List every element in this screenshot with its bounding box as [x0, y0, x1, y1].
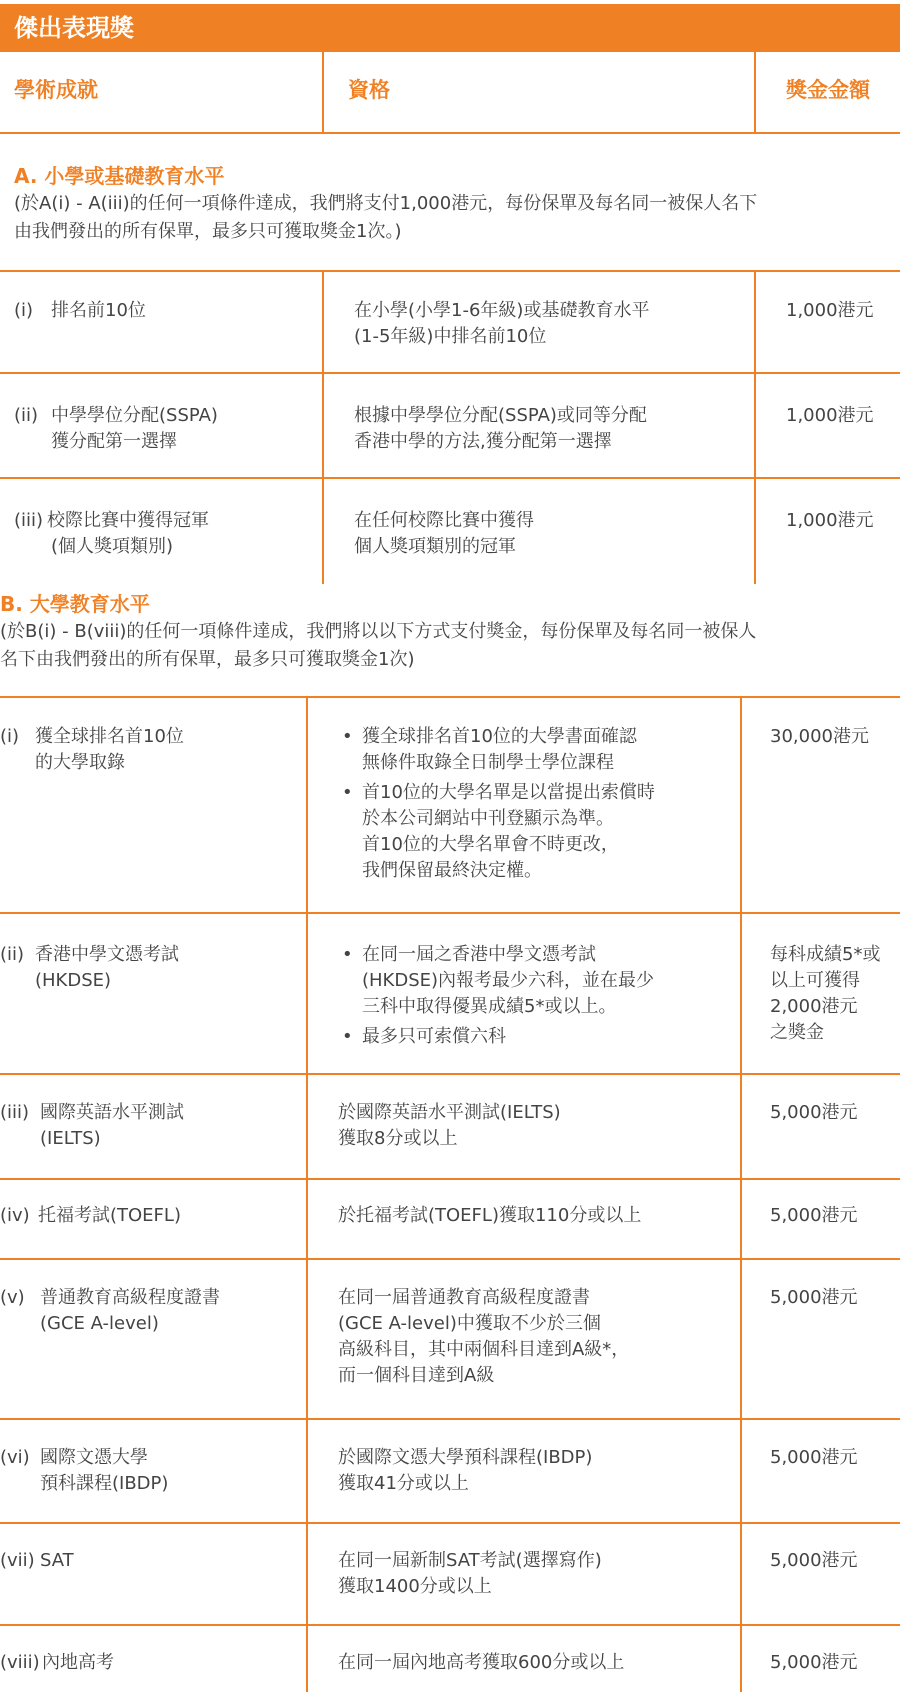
row-divider [0, 696, 900, 698]
row-divider [0, 372, 900, 374]
section-b-desc-line: (於B(i) - B(viii)的任何一項條件達成，我們將以以下方式支付獎金，每份保單及每名同一被保人 [0, 621, 757, 642]
row-divider [0, 1178, 900, 1180]
row-name: 香港中學文憑考試 [35, 944, 179, 965]
section-b-desc [0, 618, 890, 674]
row-qualification-list [340, 942, 654, 1054]
list-item: • 首10位的大學名單是以當提出索償時 於本公司網站中刊登顯示為準。 首10位的大學名單會不時更改， 我們保留最終決定權。 [340, 780, 655, 884]
row-amount: 1,000港元 [786, 405, 874, 426]
column-divider [306, 696, 308, 1692]
section-a-title: A. 小學或基礎教育水平 [14, 164, 225, 188]
row-amount: 1,000港元 [786, 300, 874, 321]
row-qualification: 香港中學的方法,獲分配第一選擇 [354, 431, 612, 452]
row-amount-line: 2,000港元 [770, 996, 858, 1017]
list-item: • 最多只可索償六科 [340, 1024, 654, 1050]
list-item: • 在同一屆之香港中學文憑考試 (HKDSE)內報考最少六科，並在最少 三科中取得優異成績5*或以上。 [340, 942, 654, 1020]
row-name: 校際比賽中獲得冠軍 [47, 510, 209, 531]
row-qualification: 在小學(小學1-6年級)或基礎教育水平 [354, 300, 650, 321]
row-amount: 1,000港元 [786, 510, 874, 531]
row-number: (viii) [0, 1652, 40, 1673]
row-qualification: 於國際文憑大學預科課程(IBDP) [338, 1447, 593, 1468]
row-divider [0, 1418, 900, 1420]
row-amount-line: 每科成績5*或 [770, 944, 881, 965]
row-qualification: (1-5年級)中排名前10位 [354, 326, 547, 347]
row-qualification: 於國際英語水平測試(IELTS) [338, 1102, 561, 1123]
row-name: 的大學取錄 [35, 752, 125, 773]
row-qualification: (GCE A-level)中獲取不少於三個 [338, 1313, 601, 1334]
row-amount: 5,000港元 [770, 1652, 858, 1673]
row-divider [0, 270, 900, 272]
row-amount: 5,000港元 [770, 1447, 858, 1468]
row-number: (vii) [0, 1550, 35, 1571]
row-number: (vi) [0, 1447, 30, 1468]
header-amount: 獎金金額 [786, 78, 870, 102]
row-name: SAT [40, 1550, 74, 1571]
section-a-desc-line: (於A(i) - A(iii)的任何一項條件達成，我們將支付1,000港元，每份保單及每名同一被保人名下 [14, 193, 758, 214]
row-amount-line: 之獎金 [770, 1022, 824, 1043]
row-number: (iv) [0, 1205, 30, 1226]
row-name: (個人獎項類別) [51, 536, 174, 557]
row-divider [0, 1258, 900, 1260]
header-qualification: 資格 [348, 78, 390, 102]
row-amount: 30,000港元 [770, 726, 869, 747]
row-name: 國際英語水平測試 [40, 1102, 184, 1123]
table-header [0, 52, 900, 134]
row-divider [0, 477, 900, 479]
header-divider-2 [754, 52, 756, 132]
row-qualification: 在任何校際比賽中獲得 [354, 510, 534, 531]
list-item: • 獲全球排名首10位的大學書面確認 無條件取錄全日制學士學位課程 [340, 724, 655, 776]
row-name: 獲分配第一選擇 [51, 431, 177, 452]
row-name: 排名前10位 [51, 300, 146, 321]
section-b-title: B. 大學教育水平 [0, 592, 150, 616]
row-qualification: 根據中學學位分配(SSPA)或同等分配 [354, 405, 647, 426]
column-divider [754, 270, 756, 584]
row-qualification: 而一個科目達到A級 [338, 1365, 495, 1386]
header-academic: 學術成就 [14, 78, 98, 102]
column-divider [740, 696, 742, 1692]
page-title: 傑出表現獎 [0, 4, 900, 52]
row-amount-line: 以上可獲得 [770, 970, 860, 991]
row-number: (v) [0, 1287, 25, 1308]
row-number: (iii) [14, 510, 44, 531]
row-name: 普通教育高級程度證書 [40, 1287, 220, 1308]
row-divider [0, 912, 900, 914]
row-name: (IELTS) [40, 1128, 101, 1149]
row-divider [0, 1073, 900, 1075]
section-b-desc-line: 名下由我們發出的所有保單，最多只可獲取獎金1次) [0, 649, 415, 670]
column-divider [322, 270, 324, 584]
row-amount: 5,000港元 [770, 1102, 858, 1123]
row-qualification: 獲取1400分或以上 [338, 1576, 492, 1597]
row-qualification: 在同一屆內地高考獲取600分或以上 [338, 1652, 625, 1673]
row-name: 國際文憑大學 [40, 1447, 148, 1468]
row-qualification: 獲取41分或以上 [338, 1473, 469, 1494]
row-amount [770, 942, 900, 1046]
row-name: 內地高考 [42, 1652, 114, 1673]
row-qualification: 高級科目，其中兩個科目達到A級*， [338, 1339, 630, 1360]
row-divider [0, 1522, 900, 1524]
row-qualification-list [340, 724, 655, 888]
row-qualification: 在同一屆新制SAT考試(選擇寫作) [338, 1550, 602, 1571]
row-name: 預科課程(IBDP) [40, 1473, 169, 1494]
row-name: 中學學位分配(SSPA) [51, 405, 218, 426]
row-name: (HKDSE) [35, 970, 112, 991]
row-number: (i) [14, 300, 34, 321]
row-number: (ii) [0, 944, 25, 965]
row-amount: 5,000港元 [770, 1550, 858, 1571]
section-a-desc [14, 190, 900, 246]
row-amount: 5,000港元 [770, 1205, 858, 1226]
row-name: 獲全球排名首10位 [35, 726, 184, 747]
row-divider [0, 1624, 900, 1626]
row-qualification: 在同一屆普通教育高級程度證書 [338, 1287, 590, 1308]
row-amount: 5,000港元 [770, 1287, 858, 1308]
row-name: 托福考試(TOEFL) [38, 1205, 181, 1226]
row-name: (GCE A-level) [40, 1313, 159, 1334]
row-number: (ii) [14, 405, 39, 426]
section-a-desc-line: 由我們發出的所有保單，最多只可獲取獎金1次。) [14, 221, 402, 242]
row-qualification: 於托福考試(TOEFL)獲取110分或以上 [338, 1205, 642, 1226]
row-number: (iii) [0, 1102, 30, 1123]
row-number: (i) [0, 726, 20, 747]
row-qualification: 獲取8分或以上 [338, 1128, 458, 1149]
row-qualification: 個人獎項類別的冠軍 [354, 536, 516, 557]
header-divider-1 [322, 52, 324, 132]
